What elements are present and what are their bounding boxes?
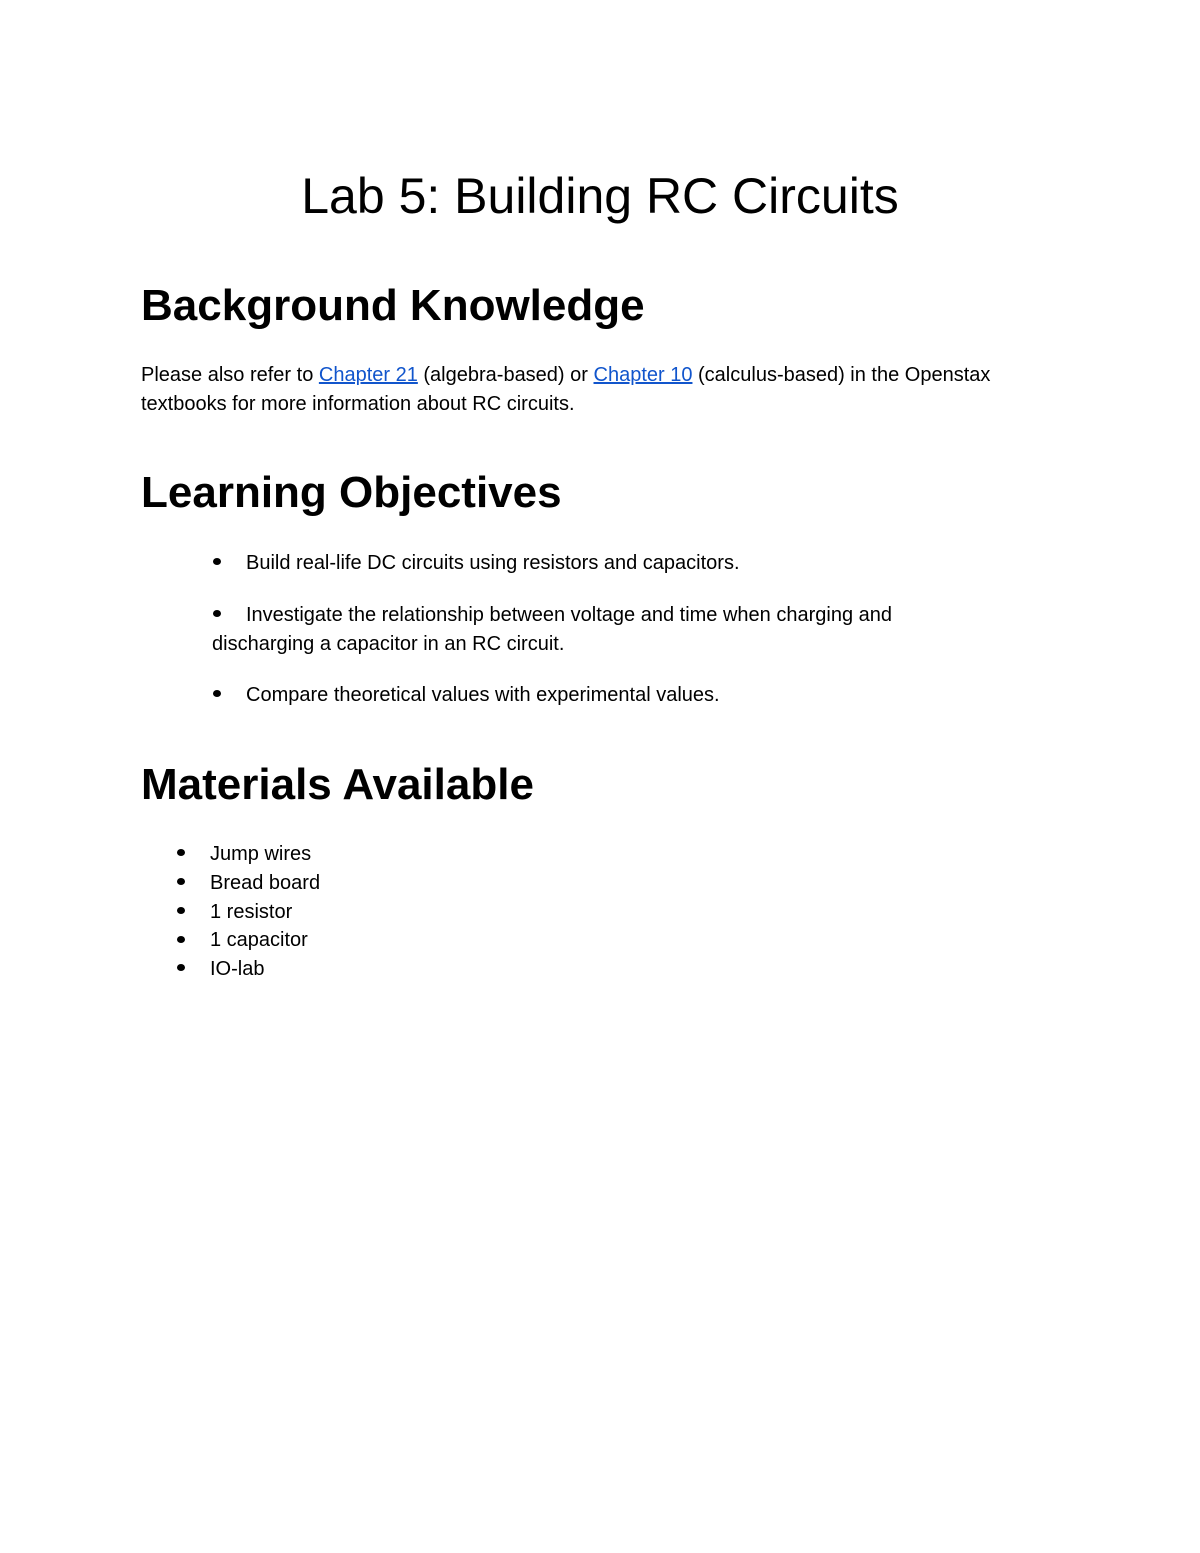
material-text: Jump wires — [210, 843, 312, 865]
background-paragraph — [141, 361, 1071, 418]
bullet-icon — [213, 690, 221, 697]
bullet-icon — [213, 610, 221, 617]
material-text: 1 capacitor — [210, 929, 308, 952]
objective-text: Investigate the relationship between voltage and time when charging and discharging a capacitor in an RC circuit. — [212, 604, 892, 655]
material-item — [177, 840, 320, 869]
materials-available-heading: Materials Available — [141, 760, 534, 809]
bullet-icon — [213, 558, 221, 565]
document-title: Lab 5: Building RC Circuits — [301, 168, 899, 224]
bullet-icon — [177, 849, 185, 856]
background-text-1: Please also refer to — [141, 364, 319, 386]
materials-list — [177, 840, 320, 984]
bullet-icon — [177, 936, 185, 943]
objective-text: Compare theoretical values with experimental values. — [246, 684, 720, 706]
background-text-3: (calculus-based) in the Openstax textbooks for more information about RC circuits. — [141, 364, 991, 415]
objective-item — [212, 601, 992, 658]
learning-objectives-heading: Learning Objectives — [141, 468, 562, 517]
material-item — [177, 926, 320, 955]
material-text: Bread board — [210, 871, 321, 894]
objective-item — [212, 681, 992, 710]
chapter-21-link[interactable]: Chapter 21 — [318, 364, 418, 386]
material-text: IO-lab — [210, 958, 265, 981]
chapter-10-link[interactable]: Chapter 10 — [593, 364, 693, 386]
objective-item — [212, 549, 992, 578]
bullet-icon — [177, 907, 185, 914]
background-knowledge-heading: Background Knowledge — [141, 281, 645, 330]
material-text: 1 resistor — [210, 900, 293, 923]
objective-text: Build real-life DC circuits using resistors and capacitors. — [246, 552, 740, 574]
bullet-icon — [177, 964, 185, 971]
background-text-2: (algebra-based) or — [417, 364, 594, 386]
material-item — [177, 898, 320, 927]
material-item — [177, 869, 320, 898]
bullet-icon — [177, 878, 185, 885]
material-item — [177, 955, 320, 984]
